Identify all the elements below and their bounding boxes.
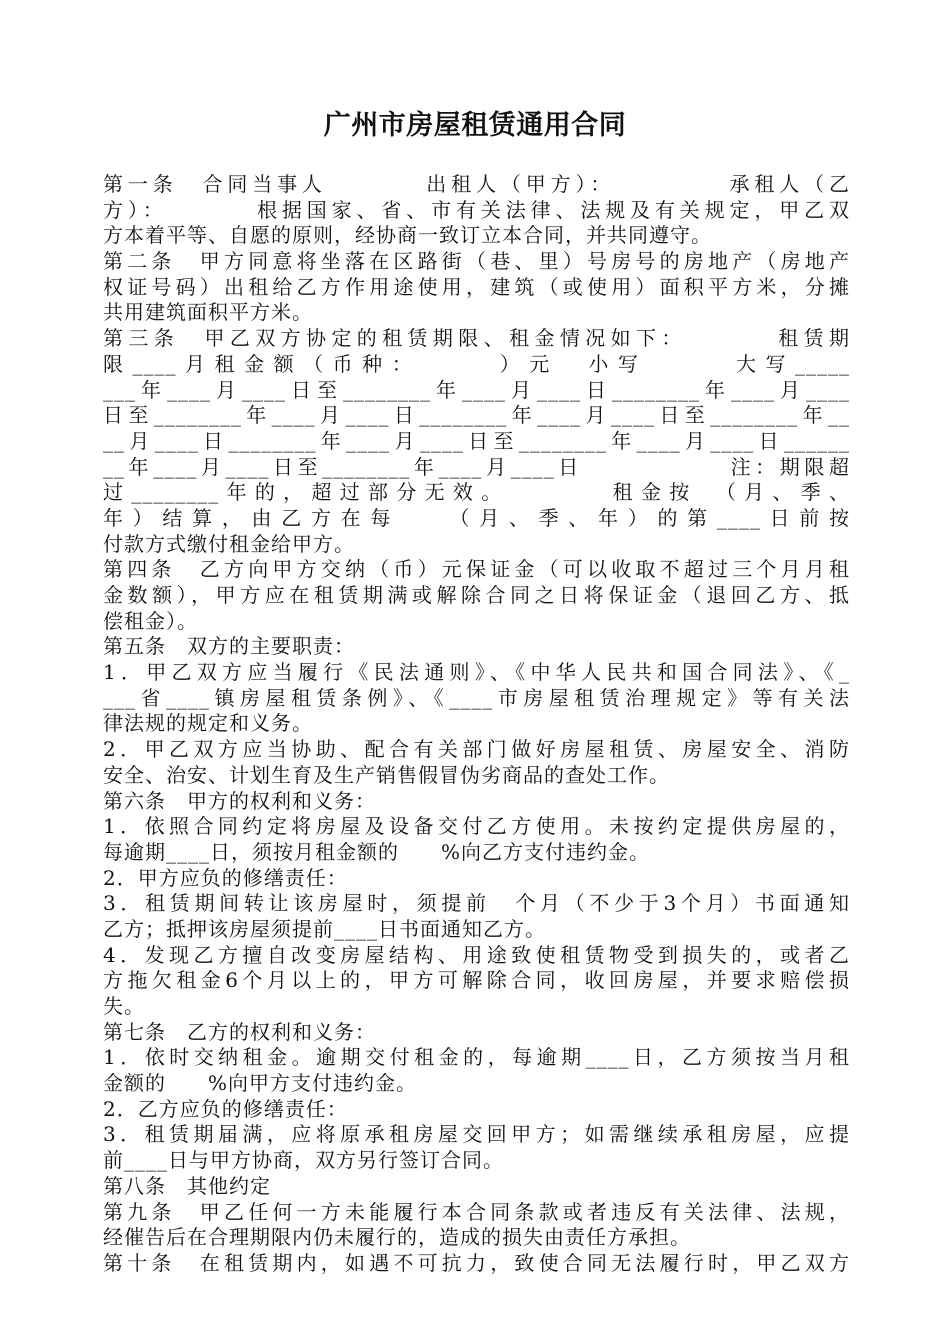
text-line: 第一条 合同当事人 出租人（甲方）： 承租人（乙 (103, 172, 850, 196)
text-line: 4．发现乙方擅自改变房屋结构、用途致使租赁物受到损失的，或者乙 (103, 942, 850, 967)
text-line: 每逾期____日，须按月租金额的 %向乙方支付违约金。 (103, 839, 651, 864)
text-line: 2．乙方应负的修缮责任： (103, 1096, 348, 1121)
text-line: 金额的 %向甲方支付违约金。 (103, 1071, 418, 1096)
text-line: 第八条 其他约定 (103, 1173, 271, 1198)
text-line: 律法规的规定和义务。 (103, 711, 313, 736)
text-line: 金数额），甲方应在租赁期满或解除合同之日将保证金（退回乙方、抵 (103, 583, 850, 607)
text-line: 1．甲乙双方应当履行《民法通则》、《中华人民共和国合同法》、《_ (103, 660, 850, 685)
text-line: 第四条 乙方向甲方交纳（币）元保证金（可以收取不超过三个月月租 (103, 557, 850, 582)
text-line: 安全、治安、计划生育及生产销售假冒伪劣商品的查处工作。 (103, 762, 670, 787)
text-line: 第五条 双方的主要职责： (103, 634, 355, 659)
text-line: __年____月____日至________年____月____日 注：期限超 (103, 454, 850, 479)
text-line: 付款方式缴付租金给甲方。 (103, 531, 355, 556)
text-line: 第六条 甲方的权利和义务： (103, 788, 376, 813)
text-line: __月____日________年____月____日至________年____月____日______ (103, 428, 850, 453)
text-line: 经催告后在合理期限内仍未履行的，造成的损失由责任方承担。 (103, 1225, 691, 1250)
text-line: 权证号码）出租给乙方作用途使用，建筑（或使用）面积平方米，分摊 (103, 274, 850, 299)
text-line: ___年____月____日至________年____月____日________年____月____ (103, 377, 850, 402)
text-line: 偿租金）。 (103, 608, 198, 633)
text-line: 共用建筑面积平方米。 (103, 300, 313, 325)
text-line: 失。 (103, 994, 145, 1018)
text-line: 过________年的，超过部分无效。 租金按 （月、季、 (103, 480, 850, 505)
document-body (103, 172, 850, 1277)
text-line: 日至________年____月____日________年____月____日至________年__ (103, 403, 850, 428)
text-line: 第二条 甲方同意将坐落在区路街（巷、里）号房号的房地产（房地产 (103, 249, 850, 274)
text-line: 方）： 根据国家、省、市有关法律、法规及有关规定，甲乙双 (103, 197, 850, 222)
text-line: 方本着平等、自愿的原则，经协商一致订立本合同，并共同遵守。 (103, 223, 712, 248)
text-line: 1．依照合同约定将房屋及设备交付乙方使用。未按约定提供房屋的， (103, 814, 850, 839)
text-line: 3．租赁期间转让该房屋时，须提前 个月（不少于3个月）书面通知 (103, 891, 850, 916)
text-line: 第十条 在租赁期内，如遇不可抗力，致使合同无法履行时，甲乙双方 (103, 1250, 850, 1275)
text-line: 年）结算，由乙方在每 （月、季、年）的第____日前按 (103, 505, 850, 530)
text-line: 3．租赁期届满，应将原承租房屋交回甲方；如需继续承租房屋，应提 (103, 1122, 850, 1147)
text-line: 第三条 甲乙双方协定的租赁期限、租金情况如下： 租赁期 (103, 326, 850, 351)
text-line: 方拖欠租金6个月以上的，甲方可解除合同，收回房屋，并要求赔偿损 (103, 968, 850, 993)
text-line: 2．甲乙双方应当协助、配合有关部门做好房屋租赁、房屋安全、消防 (103, 737, 850, 762)
text-line: 限____月租金额（币种： ）元 小写 大写_____ (103, 351, 850, 376)
text-line: 第七条 乙方的权利和义务： (103, 1019, 376, 1044)
text-line: 2．甲方应负的修缮责任： (103, 865, 348, 890)
document-title: 广州市房屋租赁通用合同 (323, 110, 627, 141)
text-line: ___省____镇房屋租赁条例》、《____市房屋租赁治理规定》等有关法 (103, 685, 850, 710)
text-line: 乙方；抵押该房屋须提前____日书面通知乙方。 (103, 916, 546, 941)
text-line: 1．依时交纳租金。逾期交付租金的，每逾期____日，乙方须按当月租 (103, 1045, 850, 1070)
text-line: 第九条 甲乙任何一方未能履行本合同条款或者违反有关法律、法规， (103, 1199, 850, 1224)
text-line: 前____日与甲方协商，双方另行签订合同。 (103, 1148, 504, 1173)
